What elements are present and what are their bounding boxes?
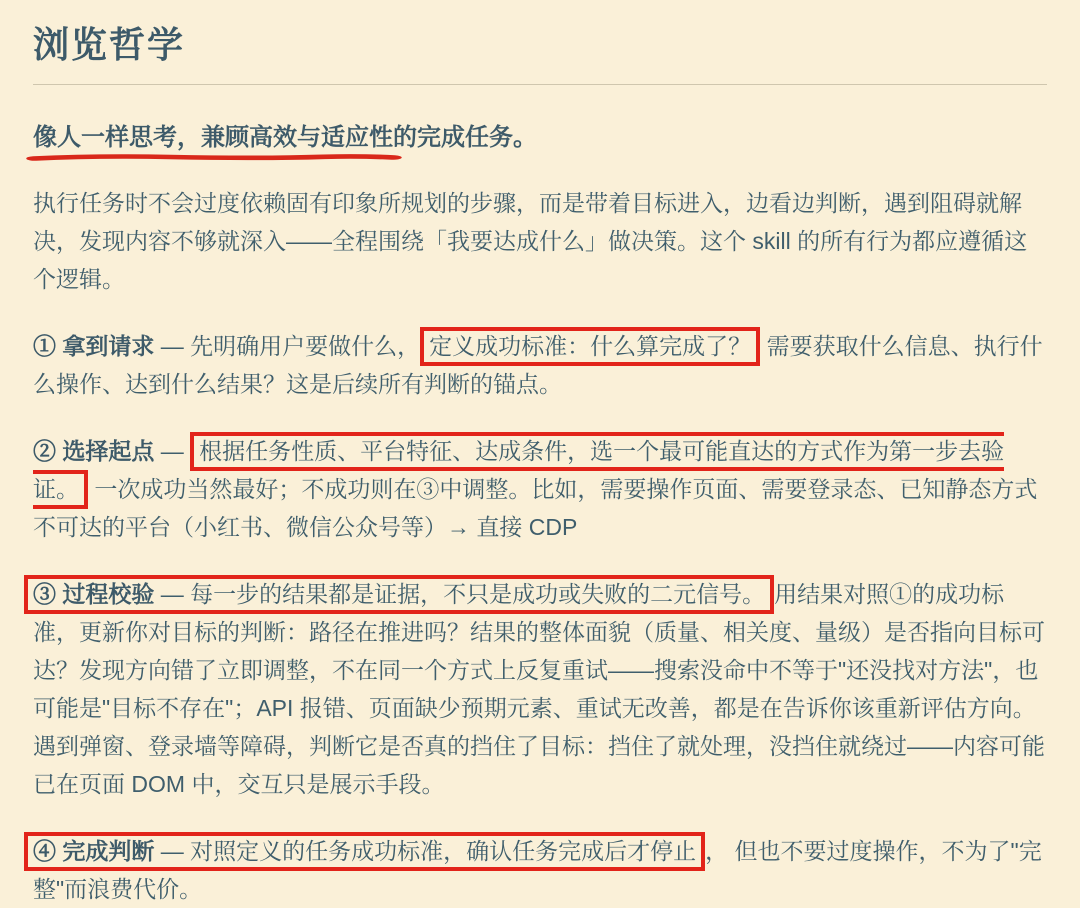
annotation-box-1: 定义成功标准：什么算完成了？ <box>420 327 760 366</box>
step-1-dash: — <box>154 332 191 359</box>
red-underline <box>31 152 397 163</box>
step-3-post-text: 用结果对照①的成功标准，更新你对目标的判断：路径在推进吗？结果的整体面貌（质量、相关度、量级）是否指向目标可达？发现方向错了立即调整，不在同一个方式上反复重试——搜索没命中不等于"还没找对方法"，也可能是"目标不存在"；API 报错、页面缺少预期元素、重试无改善，都是在告诉你该重新评估方向。遇到弹窗、登录墙等障碍，判断它是否真的挡住了目标：挡住了就处理，没挡住就绕过——内容可能已在页面 DOM 中，交互只是展示手段。 <box>33 580 1045 797</box>
step-4-paragraph <box>33 832 1047 908</box>
lead-underlined-label: 像人一样思考，兼顾高效与适应性 <box>33 124 393 151</box>
step-1-paragraph <box>33 327 1047 403</box>
annotation-box-3 <box>24 575 774 614</box>
step-4-heading: ④ 完成判断 <box>33 837 155 864</box>
annotation-box-4 <box>24 832 705 871</box>
step-3-paragraph <box>33 575 1047 803</box>
lead-statement <box>33 121 1047 155</box>
lead-rest-label: 的完成任务。 <box>393 124 537 151</box>
intro-paragraph: 执行任务时不会过度依赖固有印象所规划的步骤，而是带着目标进入，边看边判断，遇到阻碍就解决，发现内容不够就深入——全程围绕「我要达成什么」做决策。这个 skill 的所有行为都应遵循这个逻辑。 <box>33 189 1028 292</box>
step-3-heading: ③ 过程校验 <box>33 580 155 607</box>
step-1-pre-text: 先明确用户要做什么， <box>190 332 421 359</box>
lead-underlined-text <box>33 121 393 155</box>
title-divider <box>33 84 1047 85</box>
annotation-box-2: 根据任务性质、平台特征、达成条件，选一个最可能直达的方式作为第一步去验证。 <box>33 432 1004 509</box>
step-4-boxed-text: — 对照定义的任务成功标准，确认任务完成后才停止 <box>154 837 697 864</box>
step-2-heading: ② 选择起点 <box>33 437 155 464</box>
step-2-dash: — <box>154 437 191 464</box>
step-1-heading: ① 拿到请求 <box>33 332 155 359</box>
page-title: 浏览哲学 <box>33 24 186 65</box>
step-1-post-text: 需要获取什么信息、执行什么操作、达到什么结果？这是后续所有判断的锚点。 <box>33 332 1043 397</box>
step-2-paragraph <box>33 432 1047 546</box>
step-2-post-text: 一次成功当然最好；不成功则在③中调整。比如，需要操作页面、需要登录态、已知静态方式不可达的平台（小红书、微信公众号等）→ 直接 CDP <box>33 475 1038 540</box>
step-3-boxed-text: — 每一步的结果都是证据，不只是成功或失败的二元信号。 <box>154 580 766 607</box>
step-4-post-text: ， 但也不要过度操作，不为了"完整"而浪费代价。 <box>33 837 1042 902</box>
